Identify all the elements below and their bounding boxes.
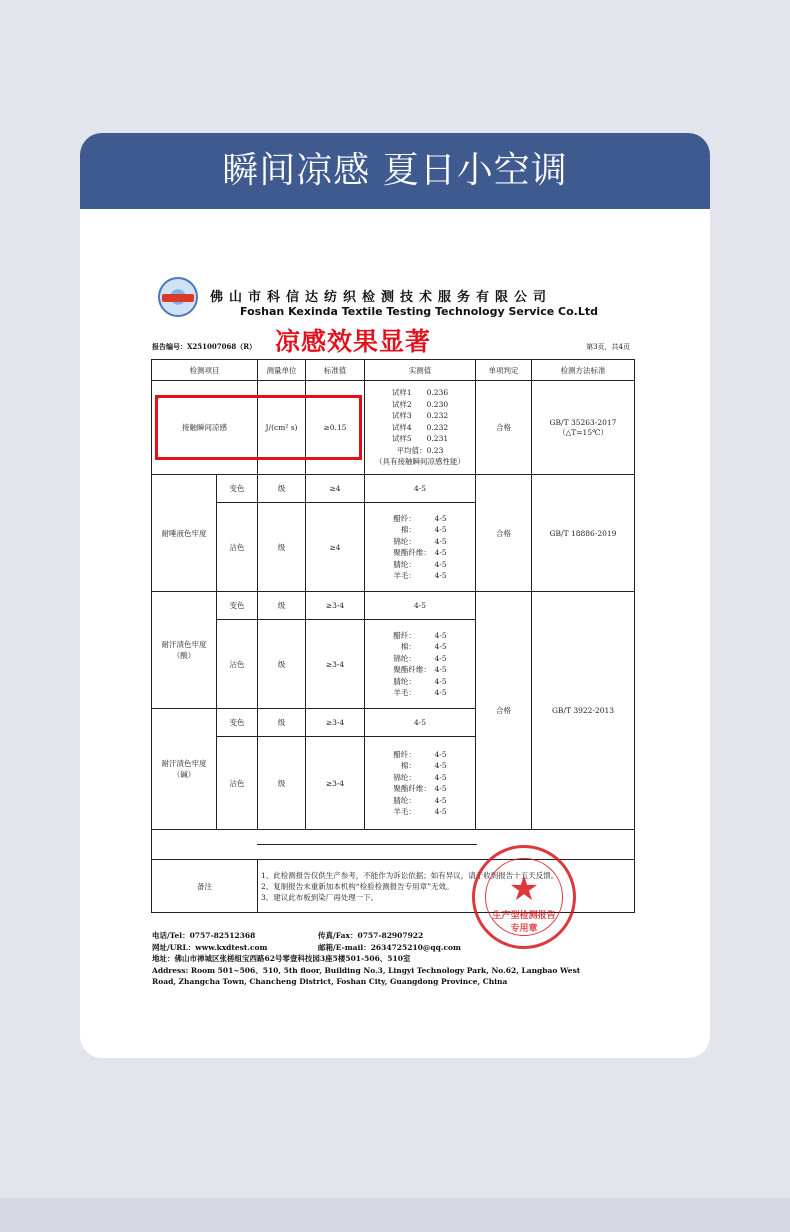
cell-result: 合格 — [476, 475, 532, 592]
cell-unit: 级 — [258, 737, 306, 830]
table-header-row — [152, 360, 635, 381]
item-name: 耐汗渍色牢度 — [161, 759, 207, 768]
measured-line: （具有接触瞬间凉感性能） — [375, 457, 465, 467]
page-number: 第3页，共4页 — [586, 343, 630, 351]
measured-line: 试样5 0.231 — [391, 434, 449, 444]
col-header: 检测方法标准 — [532, 360, 635, 381]
cell-item — [152, 592, 217, 709]
item-note: （碱） — [172, 770, 196, 779]
card-title: 瞬间凉感 夏日小空调 — [80, 133, 710, 209]
measured-line: 羊毛： 4-5 — [393, 807, 447, 816]
measured-line: 醋纤： 4-5 — [393, 630, 447, 640]
measured-line: 试样4 0.232 — [391, 422, 449, 432]
remark-line: 3、建议此布板到染厂再处理一下。 — [261, 892, 379, 902]
cell-unit: 级 — [258, 620, 306, 709]
cell-method: GB/T 18886-2019 — [532, 475, 635, 592]
measured-line: 棉： 4-5 — [393, 525, 447, 534]
cell-standard: ≥4 — [306, 475, 365, 503]
content-card — [80, 133, 710, 1058]
table-row-blank — [152, 830, 635, 860]
cell-standard: ≥3-4 — [306, 737, 365, 830]
measured-line: 聚酯纤维： 4-5 — [393, 665, 447, 674]
remark-line: 2、复制报告未重新加本机构“检验检测报告专用章”无效。 — [261, 881, 454, 891]
measured-line: 锦纶： 4-5 — [393, 536, 447, 546]
col-header: 单项判定 — [476, 360, 532, 381]
item-name: 耐汗渍色牢度 — [161, 640, 207, 649]
measured-line: 试样2 0.230 — [391, 399, 449, 409]
col-header: 检测项目 — [152, 360, 258, 381]
measured-line: 锦纶： 4-5 — [393, 653, 447, 663]
table-row — [152, 592, 635, 620]
cell-item — [152, 709, 217, 830]
cell-method — [532, 381, 635, 475]
contact-email: 邮箱/E-mail：2634725210@qq.com — [318, 942, 461, 952]
remark-line: 1、此检测报告仅供生产参考，不能作为诉讼依据；如有异议，请于收到报告十五天反馈。 — [261, 870, 559, 880]
cell-unit: 级 — [258, 709, 306, 737]
cell-subitem: 变色 — [217, 709, 258, 737]
cell-measured: 4-5 — [365, 709, 476, 737]
cell-measured: 4-5 — [365, 592, 476, 620]
cell-unit: 级 — [258, 503, 306, 592]
measured-line: 聚酯纤维： 4-5 — [393, 784, 447, 793]
cell-result: 合格 — [476, 381, 532, 475]
cell-subitem: 沾色 — [217, 737, 258, 830]
cell-standard: ≥3-4 — [306, 592, 365, 620]
cell-item: 接触瞬间凉感 — [152, 381, 258, 475]
company-logo-icon — [158, 277, 198, 317]
cell-standard: ≥4 — [306, 503, 365, 592]
stamp-text: 专用章 — [510, 924, 538, 934]
cell-unit: 级 — [258, 475, 306, 503]
cell-measured — [365, 381, 476, 475]
cell-subitem: 变色 — [217, 592, 258, 620]
cell-item: 耐唾液色牢度 — [152, 475, 217, 592]
cell-unit: 级 — [258, 592, 306, 620]
cell-standard: ≥3-4 — [306, 709, 365, 737]
contact-tel: 电话/Tel：0757-82512368 — [152, 931, 256, 940]
col-header: 测量单位 — [258, 360, 306, 381]
company-name-cn: 佛山市科信达纺织检测技术服务有限公司 — [210, 290, 553, 305]
measured-line: 棉： 4-5 — [393, 761, 447, 770]
cell-result: 合格 — [476, 592, 532, 830]
address-en: Road, Zhangcha Town, Chancheng District, Foshan City, Guangdong Province, China — [152, 977, 508, 986]
stamp-text: 生产型检测报告 — [492, 911, 556, 921]
col-header: 标准值 — [306, 360, 365, 381]
measured-line: 醋纤： 4-5 — [393, 749, 447, 759]
address-cn: 地址：佛山市禅城区张槎组宝西路62号零壹科技园3座5楼501-506、510室 — [152, 954, 411, 963]
measured-line: 锦纶： 4-5 — [393, 772, 447, 782]
cell-subitem: 沾色 — [217, 620, 258, 709]
measured-line: 棉： 4-5 — [393, 642, 447, 651]
col-header: 实测值 — [365, 360, 476, 381]
cell-subitem: 沾色 — [217, 503, 258, 592]
bottom-band — [0, 1198, 790, 1232]
measured-line: 羊毛： 4-5 — [393, 571, 447, 580]
measured-line: 羊毛： 4-5 — [393, 688, 447, 697]
method-note: （△T=15℃） — [558, 427, 608, 437]
measured-line: 试样1 0.236 — [391, 388, 449, 398]
star-icon: ★ — [508, 869, 540, 909]
cell-measured — [365, 503, 476, 592]
report-number: 报告编号：X251007068（R） — [152, 342, 257, 351]
measured-line: 平均值：0.23 — [396, 445, 444, 455]
contact-info — [152, 930, 642, 988]
contact-url: 网址/URL：www.kxdtest.com — [152, 942, 268, 952]
company-name-en: Foshan Kexinda Textile Testing Technology Service Co.Ltd — [240, 305, 598, 318]
measured-line: 腈纶： 4-5 — [393, 795, 447, 805]
cell-blank — [152, 830, 635, 860]
highlight-box — [155, 395, 362, 460]
cell-measured — [365, 737, 476, 830]
measured-line: 醋纤： 4-5 — [393, 513, 447, 523]
cell-subitem: 变色 — [217, 475, 258, 503]
measured-line: 腈纶： 4-5 — [393, 559, 447, 569]
measured-line: 聚酯纤维： 4-5 — [393, 548, 447, 557]
address-en: Address: Room 501~506、510, 5th floor, Building No.3, Lingyi Technology Park, No.62, Langbao West — [152, 965, 581, 975]
cell-measured: 4-5 — [365, 475, 476, 503]
cell-remarks — [258, 860, 635, 913]
contact-fax: 传真/Fax：0757-82907922 — [318, 931, 424, 940]
cell-standard: ≥3-4 — [306, 620, 365, 709]
method-name: GB/T 35263-2017 — [549, 417, 617, 427]
separator-line — [257, 844, 477, 845]
cell-unit: J/(cm² s) — [258, 381, 306, 475]
cell-measured — [365, 620, 476, 709]
measured-line: 试样3 0.232 — [391, 411, 449, 421]
cell-method: GB/T 3922-2013 — [532, 592, 635, 830]
table-row — [152, 475, 635, 503]
item-note: （酸） — [172, 651, 196, 660]
highlight-caption: 凉感效果显著 — [275, 327, 432, 356]
measured-line: 腈纶： 4-5 — [393, 676, 447, 686]
cell-standard: ≥0.15 — [306, 381, 365, 475]
cell-remarks-label: 备注 — [152, 860, 258, 913]
